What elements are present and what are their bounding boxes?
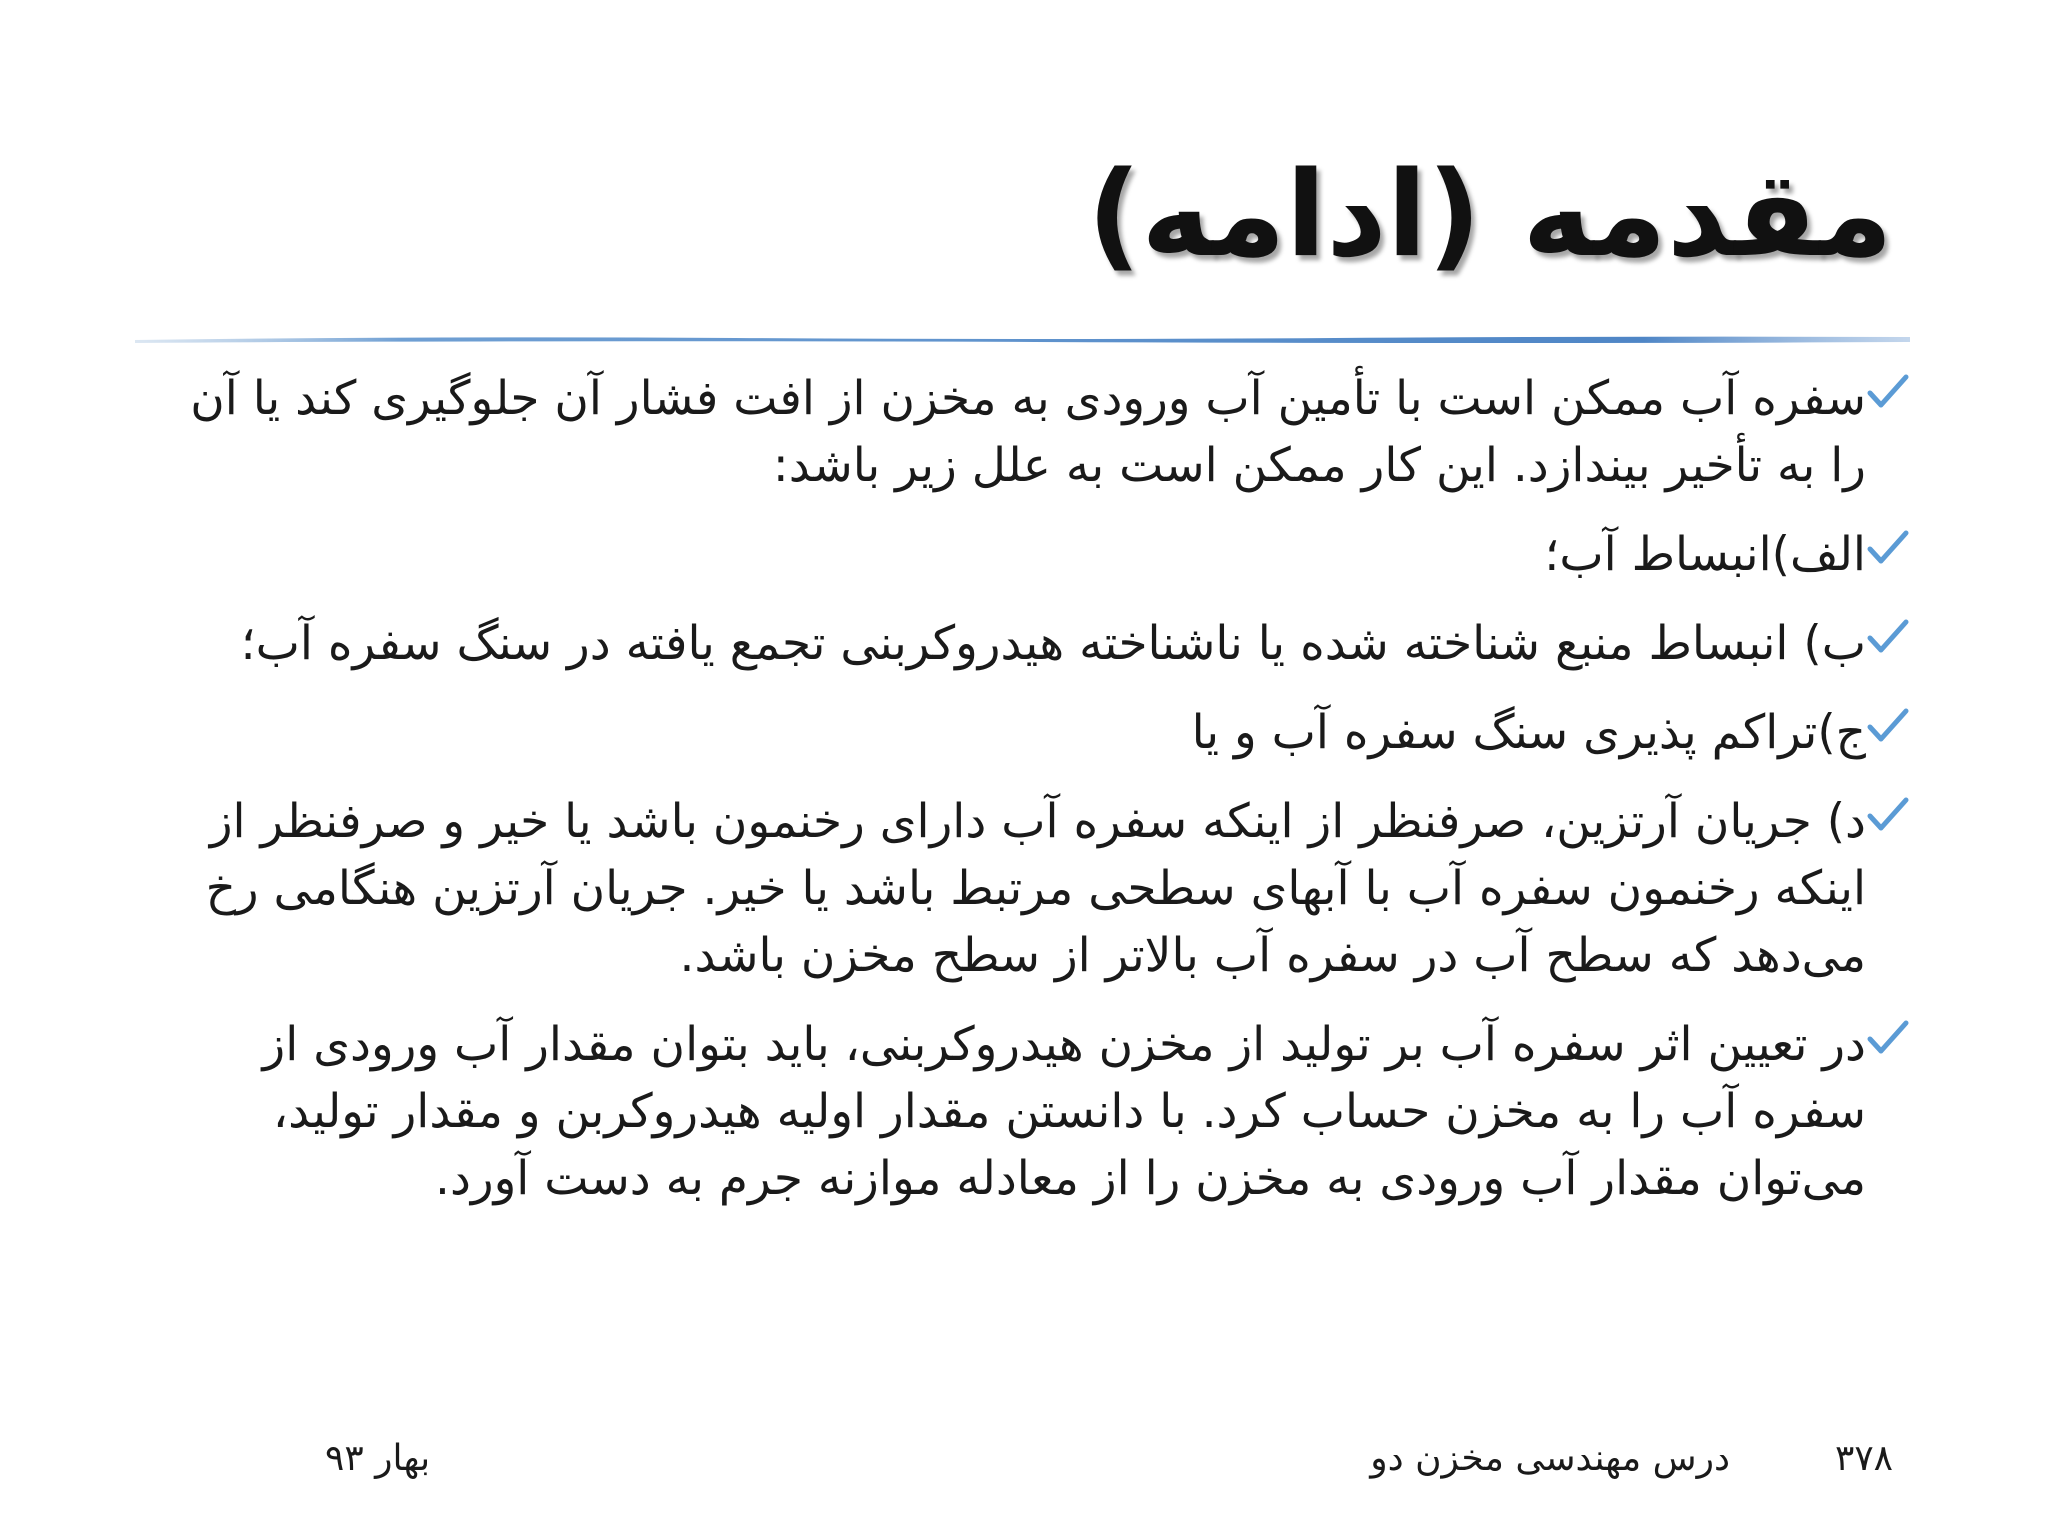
bullet-item — [150, 788, 1910, 989]
term-label: بهار ۹۳ — [325, 1438, 431, 1479]
check-icon — [1866, 527, 1910, 571]
slide-title: مقدمه (ادامه) — [1087, 145, 1893, 283]
check-icon — [1866, 794, 1910, 838]
bullet-text: ب) انبساط منبع شناخته شده یا ناشناخته هیدروکربنی تجمع یافته در سنگ سفره آب؛ — [240, 616, 1866, 671]
check-icon — [1866, 1017, 1910, 1061]
bullet-text: در تعیین اثر سفره آب بر تولید از مخزن هیدروکربنی، باید بتوان مقدار آب ورودی از سفره آب را به مخزن حساب کرد. با دانستن مقدار اولیه هیدروکربن و مقدار تولید، می‌توان مقدار آب ورودی به مخزن را از معادله موازنه جرم به دست آورد. — [262, 1017, 1866, 1206]
course-name: درس مهندسی مخزن دو — [1370, 1438, 1730, 1479]
bullet-item — [150, 1011, 1910, 1212]
bullet-text: ج)تراکم پذیری سنگ سفره آب و یا — [1191, 705, 1866, 760]
check-icon — [1866, 705, 1910, 749]
bullet-list — [150, 365, 1910, 1234]
page-number: ۳۷۸ — [1834, 1438, 1893, 1479]
bullet-item — [150, 521, 1910, 588]
bullet-item — [150, 699, 1910, 766]
bullet-text: د) جریان آرتزین، صرفنظر از اینکه سفره آب دارای رخنمون باشد یا خیر و صرفنظر از اینکه رخنمون سفره آب با آبهای سطحی مرتبط باشد یا خیر. جریان آرتزین هنگامی رخ می‌دهد که سطح آب در سفره آب بالاتر از سطح مخزن باشد. — [205, 794, 1866, 983]
check-icon — [1866, 616, 1910, 660]
bullet-text: الف)انبساط آب؛ — [1544, 527, 1866, 582]
title-divider — [135, 332, 1910, 346]
bullet-item — [150, 610, 1910, 677]
bullet-text: سفره آب ممکن است با تأمین آب ورودی به مخزن از افت فشار آن جلوگیری کند یا آن را به تأخیر بیندازد. این کار ممکن است به علل زیر باشد: — [190, 371, 1866, 493]
bullet-item — [150, 365, 1910, 499]
check-icon — [1866, 371, 1910, 415]
